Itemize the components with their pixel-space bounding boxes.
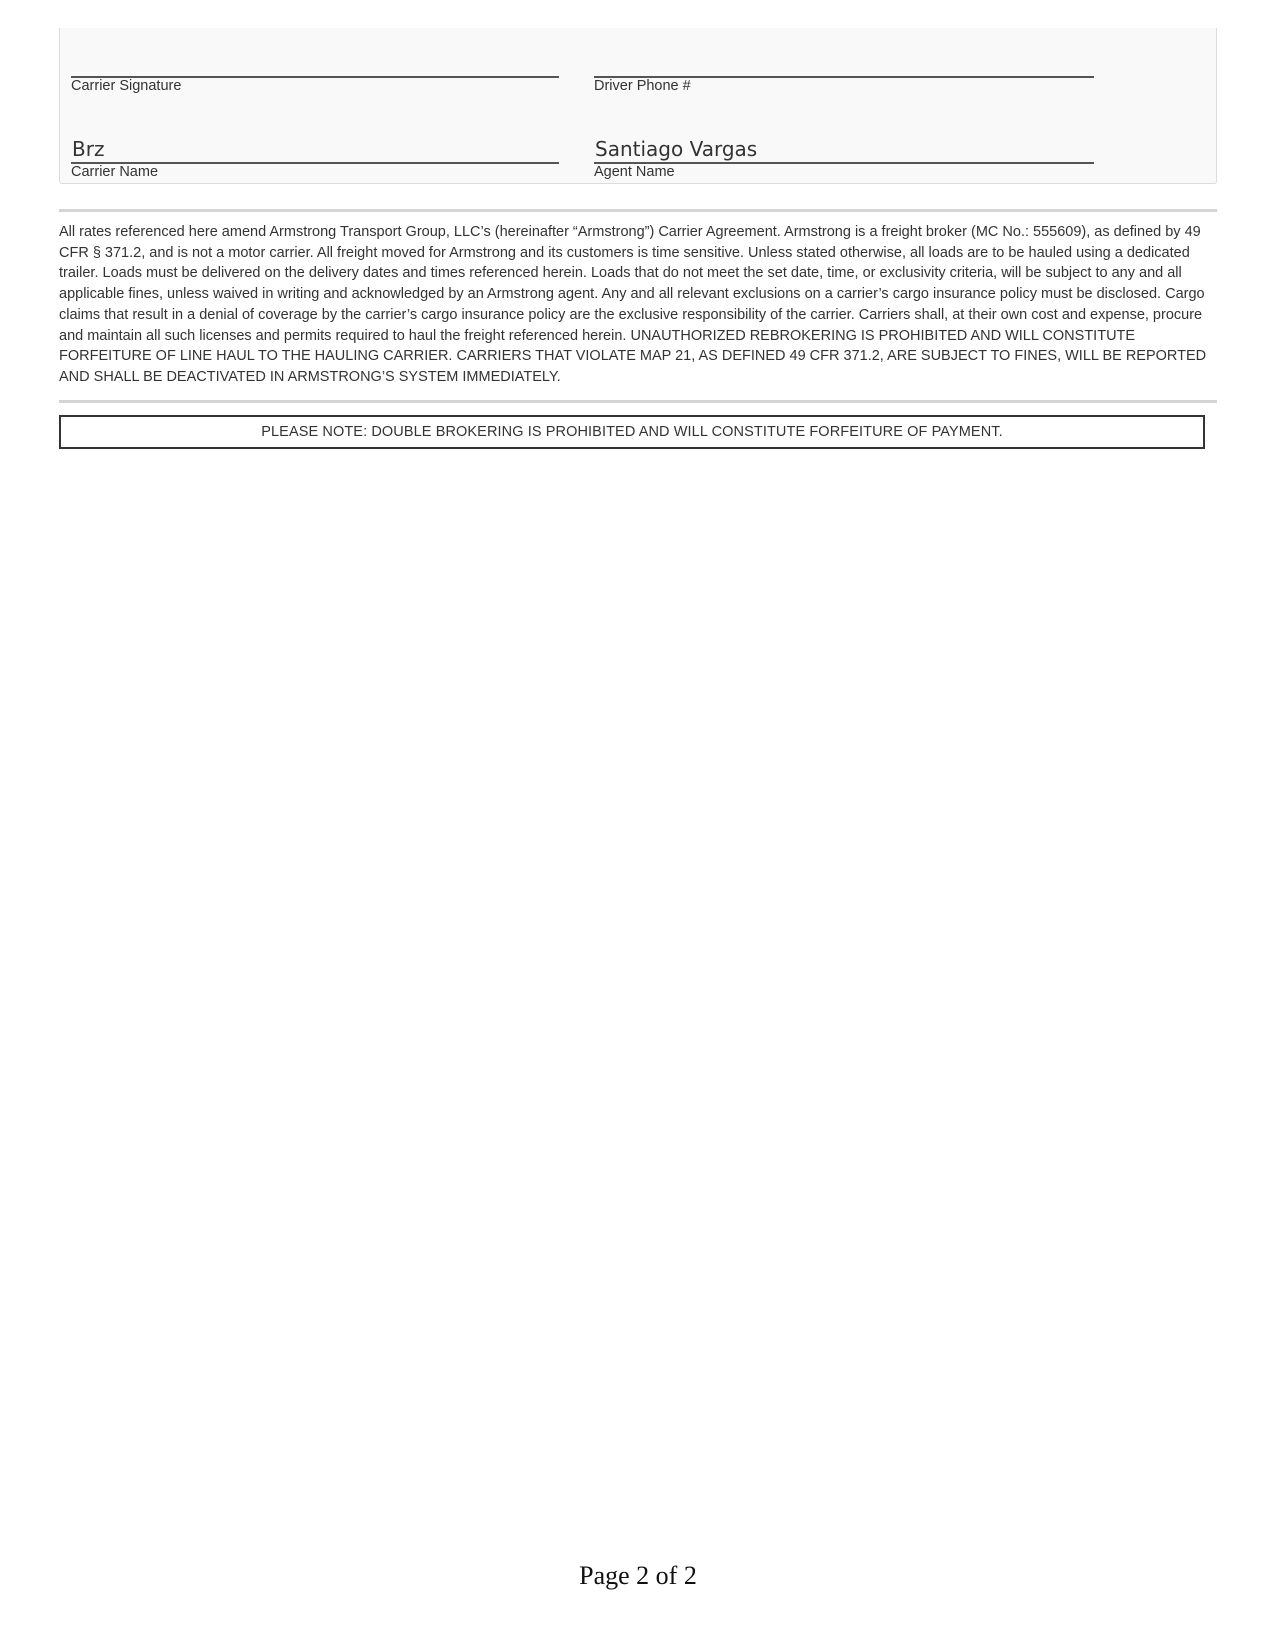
- terms-paragraph: All rates referenced here amend Armstrong Transport Group, LLC’s (hereinafter “Armstrong”) Carrier Agreement. Armstrong is a freight broker (MC No.: 555609), as defined by 49 CFR § 371.2, and is not a motor carrier. All freight moved for Armstrong and its customers is time sensitive. Unless stated otherwise, all loads are to be hauled using a dedicated trailer. Loads must be delivered on the delivery dates and times referenced herein. Loads that do not meet the set date, time, or exclusivity criteria, will be subject to any and all applicable fines, unless waived in writing and acknowledged by an Armstrong agent. Any and all relevant exclusions on a carrier’s cargo insurance policy must be disclosed. Cargo claims that result in a denial of coverage by the carrier’s cargo insurance policy are the exclusive responsibility of the carrier. Carriers shall, at their own cost and expense, procure and maintain all such licenses and permits required to haul the freight referenced herein. UNAUTHORIZED REBROKERING IS PROHIBITED AND WILL CONSTITUTE FORFEITURE OF LINE HAUL TO THE HAULING CARRIER. CARRIERS THAT VIOLATE MAP 21, AS DEFINED 49 CFR 371.2, ARE SUBJECT TO FINES, WILL BE REPORTED AND SHALL BE DEACTIVATED IN ARMSTRONG’S SYSTEM IMMEDIATELY.: [59, 224, 1207, 385]
- carrier-signature-field[interactable]: [71, 22, 559, 95]
- carrier-name-field[interactable]: [71, 108, 559, 181]
- agent-name-field[interactable]: [594, 108, 1094, 181]
- agent-name-value[interactable]: Santiago Vargas: [595, 137, 758, 161]
- divider-top: [59, 209, 1217, 212]
- driver-phone-label: Driver Phone #: [594, 78, 691, 94]
- signature-section: [59, 28, 1217, 184]
- carrier-name-label: Carrier Name: [71, 164, 159, 180]
- notice-text: PLEASE NOTE: DOUBLE BROKERING IS PROHIBITED AND WILL CONSTITUTE FORFEITURE OF PAYMENT.: [261, 424, 1003, 440]
- carrier-name-value[interactable]: Brz: [72, 137, 105, 161]
- carrier-signature-label: Carrier Signature: [71, 78, 182, 94]
- double-brokering-notice: [59, 415, 1205, 449]
- page-number: Page 2 of 2: [579, 1561, 697, 1590]
- agent-name-label: Agent Name: [594, 164, 675, 180]
- divider-bottom: [59, 400, 1217, 403]
- driver-phone-field[interactable]: [594, 22, 1094, 95]
